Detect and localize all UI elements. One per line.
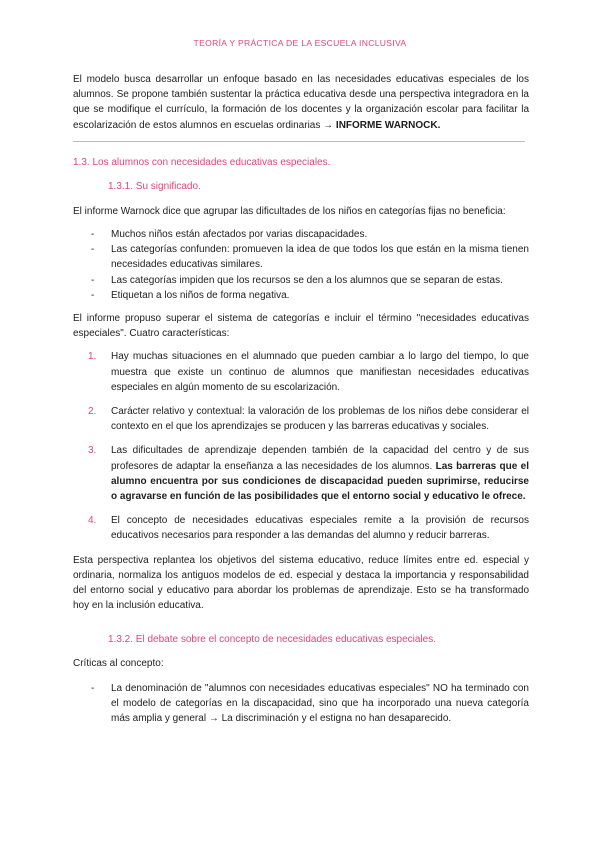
proposal-paragraph: El informe propuso superar el sistema de categorías e incluir el término "necesidades educativas especiales". Cuatro características: xyxy=(73,313,529,340)
section-heading-1-3: 1.3. Los alumnos con necesidades educativas especiales. xyxy=(73,156,331,168)
intro-bold: INFORME WARNOCK. xyxy=(335,119,441,131)
criticism-lead: Críticas al concepto: xyxy=(73,658,164,670)
list-number: 2. xyxy=(88,406,97,418)
warnock-bullet-list xyxy=(73,227,529,303)
list-item xyxy=(88,443,529,504)
characteristics-list xyxy=(73,349,529,543)
list-item-text: Carácter relativo y contextual: la valoración de los problemas de los niños debe considerar el contexto en el que los aprendizajes se producen y las barreras educativas y sociales. xyxy=(111,406,529,433)
list-item-text: Las dificultades de aprendizaje dependen también de la capacidad del centro y de sus profesores de adaptar la enseñanza a las necesidades de los alumnos. xyxy=(111,445,529,472)
intro-paragraph xyxy=(73,72,529,133)
list-item xyxy=(88,513,529,543)
list-item-text: Hay muchas situaciones en el alumnado que pueden cambiar a lo largo del tiempo, lo que muestra que existe un continuo de alumnos que manifiestan necesidades educativas especiales en algún momento de su escolarización. xyxy=(111,351,529,393)
list-number: 3. xyxy=(88,445,97,457)
page-content xyxy=(73,72,529,726)
list-number: 1. xyxy=(88,351,97,363)
subsection-heading-1-3-1: 1.3.1. Su significado. xyxy=(108,180,201,192)
running-header: TEORÍA Y PRÁCTICA DE LA ESCUELA INCLUSIVA xyxy=(193,38,407,48)
list-item: - Las categorías confunden: promueven la idea de que todos los que están en la misma tienen necesidades educativas similares. xyxy=(111,242,529,272)
subsection-heading-1-3-2: 1.3.2. El debate sobre el concepto de necesidades educativas especiales. xyxy=(108,634,436,646)
horizontal-divider xyxy=(73,141,525,142)
list-number: 4. xyxy=(88,515,97,527)
conclusion-paragraph: Esta perspectiva replantea los objetivos del sistema educativo, reduce límites entre ed. especial y ordinaria, normaliza los antiguos modelos de ed. especial y destaca la importancia y responsabilidad del entorno social y educativo para abordar los problemas de aprendizaje. Esto se ha transformado hoy en la inclusión educativa. xyxy=(73,554,529,612)
list-item-text: El concepto de necesidades educativas especiales remite a la provisión de recursos educativos necesarios para responder a las demandas del alumno y reducir barreras. xyxy=(111,515,529,542)
warnock-lead: El informe Warnock dice que agrupar las dificultades de los niños en categorías fijas no beneficia: xyxy=(73,205,506,217)
list-item: - Etiquetan a los niños de forma negativa. xyxy=(111,288,529,303)
list-item: - Muchos niños están afectados por varias discapacidades. xyxy=(111,227,529,242)
intro-text: El modelo busca desarrollar un enfoque basado en las necesidades educativas especiales de los alumnos. Se propone también sustentar la práctica educativa desde una perspectiva integradora en la que se modifique el currículo, la formación de los docentes y la organización escolar para facilitar la escolarización de estos alumnos en escuelas ordinarias → xyxy=(73,74,529,131)
list-item xyxy=(88,404,529,434)
list-item: - La denominación de "alumnos con necesidades educativas especiales" NO ha terminado con el modelo de categorías en la discapacidad, sino que ha incorporado una nueva categoría más amplia y general → La discriminación y el estigna no han desaparecido. xyxy=(111,681,529,727)
criticism-bullet-list xyxy=(73,681,529,727)
list-item: - Las categorías impiden que los recursos se den a los alumnos que se separan de estas. xyxy=(111,273,529,288)
list-item-bold: Las barreras que el alumno encuentra por sus condiciones de discapacidad pueden suprimirse, reducirse o agravarse en función de las posibilidades que el entorno social y educativo le ofrece. xyxy=(111,460,529,503)
list-item xyxy=(88,349,529,395)
